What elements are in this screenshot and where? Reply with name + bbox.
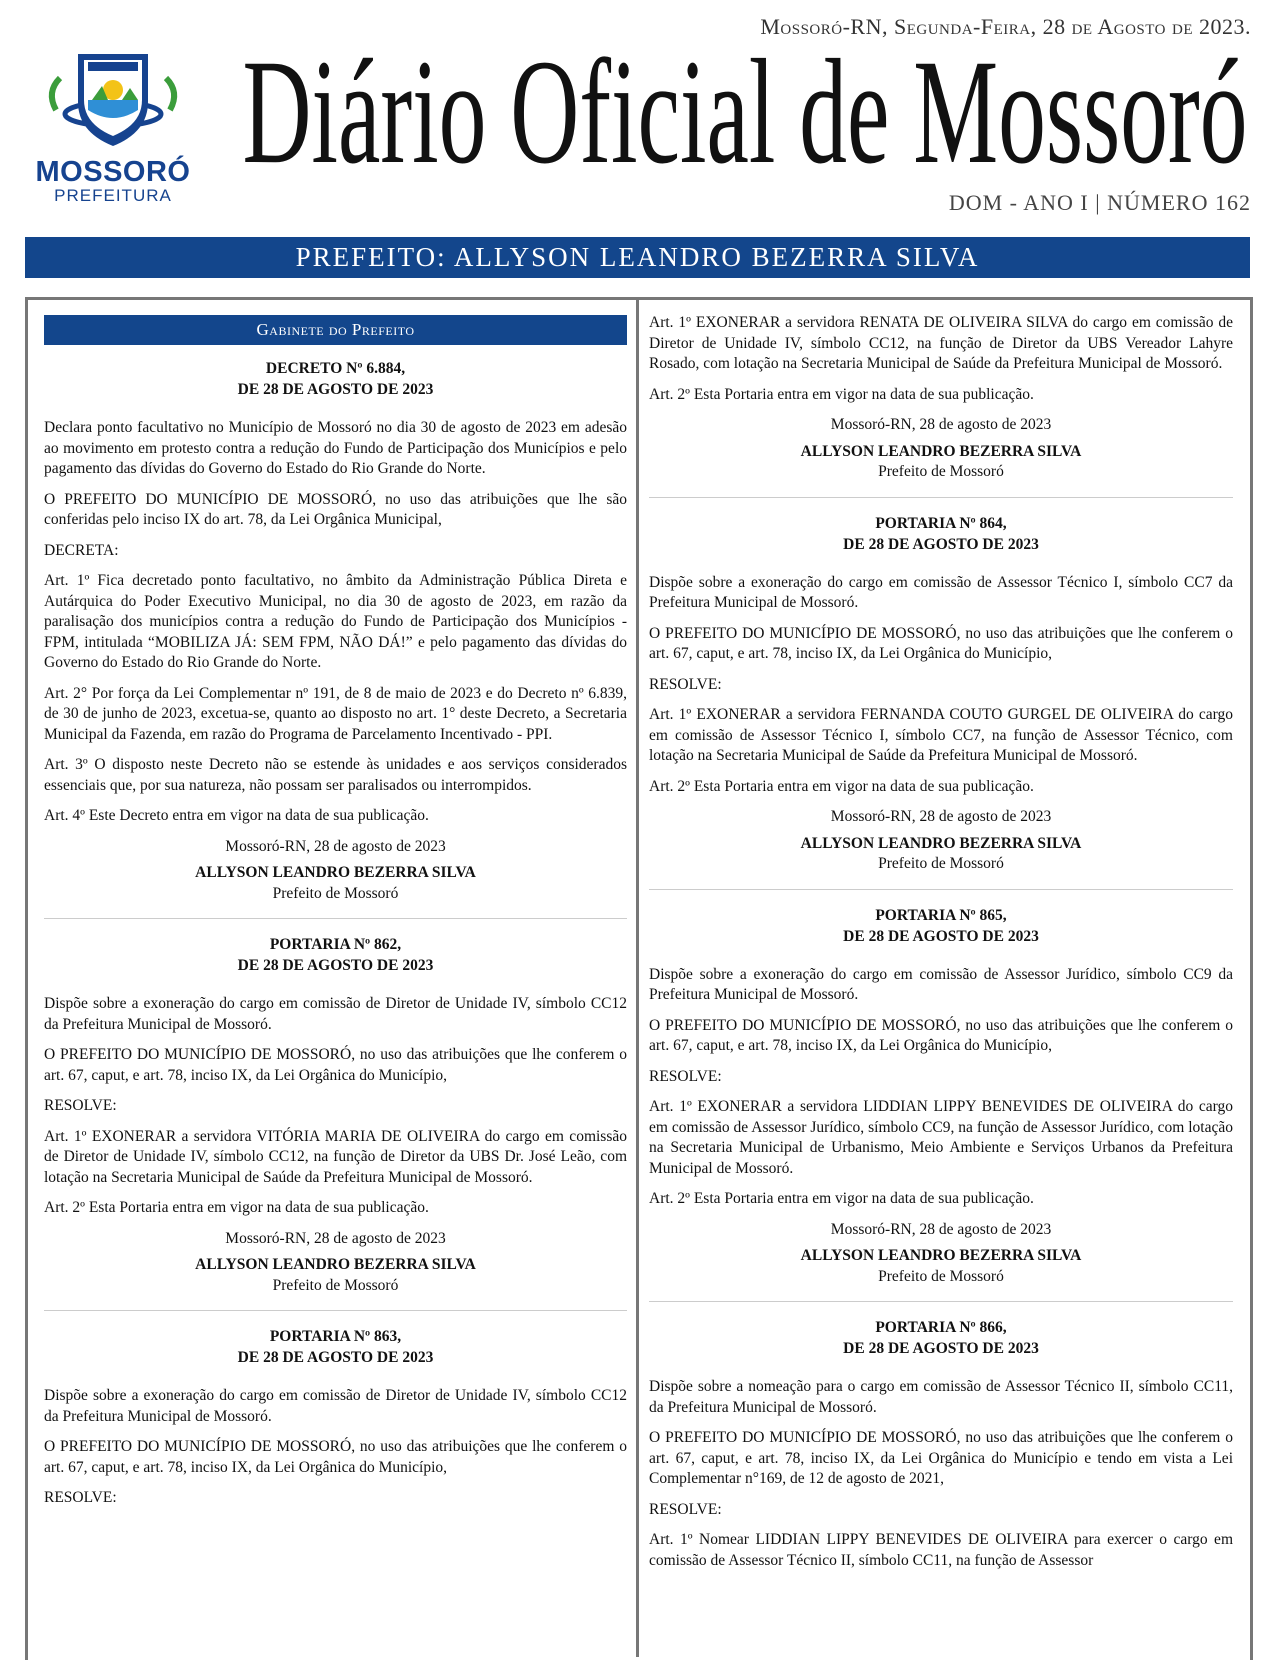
signature-date: Mossoró-RN, 28 de agosto de 2023 <box>830 808 1052 825</box>
mayor-banner: PREFEITO: ALLYSON LEANDRO BEZERRA SILVA <box>25 237 1250 278</box>
signature-role: Prefeito de Mossoró <box>272 884 399 902</box>
section-header: Gabinete do Prefeito <box>44 315 627 345</box>
signature-name: ALLYSON LEANDRO BEZERRA SILVA <box>800 834 1082 852</box>
signature-role: Prefeito de Mossoró <box>878 1267 1004 1285</box>
signature-date: Mossoró-RN, 28 de agosto de 2023 <box>225 1229 446 1247</box>
portaria-art2: Art. 2º Esta Portaria entra em vigor na data de sua publicação. <box>649 385 1034 403</box>
svg-text:Diário Oficial de Mossoró: Diário Oficial de Mossoró <box>242 34 1248 184</box>
decreto-preamble: O PREFEITO DO MUNICÍPIO DE MOSSORÓ, no uso das atribuições que lhe são conferidas pelo inciso IX do art. 78, da Lei Orgânica Municipal, <box>44 490 627 528</box>
left-column <box>44 315 627 1519</box>
portaria-862 <box>44 934 627 1296</box>
signature-role: Prefeito de Mossoró <box>878 463 1004 480</box>
masthead-title <box>238 34 1253 184</box>
portaria-ementa: Dispõe sobre a exoneração do cargo em comissão de Diretor de Unidade IV, símbolo CC12 da Prefeitura Municipal de Mossoró. <box>44 995 627 1033</box>
decreto-date: DE 28 DE AGOSTO DE 2023 <box>237 381 434 398</box>
decreto-decreta: DECRETA: <box>44 541 119 559</box>
portaria-art1: Art. 1º Nomear LIDDIAN LIPPY BENEVIDES DE OLIVEIRA para exercer o cargo em comissão de Assessor Técnico II, símbolo CC11, na função de Assessor <box>649 1531 1233 1569</box>
portaria-date: DE 28 DE AGOSTO DE 2023 <box>843 927 1039 945</box>
separator <box>44 918 627 919</box>
signature-date: Mossoró-RN, 28 de agosto de 2023 <box>225 837 446 855</box>
portaria-date: DE 28 DE AGOSTO DE 2023 <box>237 957 434 974</box>
decreto-ementa: Declara ponto facultativo no Município de Mossoró no dia 30 de agosto de 2023 em adesão ao movimento em protesto contra a redução do Fundo de Participação dos Municípios e pelo pagamento das dívidas do Governo do Estado do Rio Grande do Norte. <box>44 419 627 477</box>
prefeitura-logo <box>22 48 204 208</box>
signature-name: ALLYSON LEANDRO BEZERRA SILVA <box>195 864 476 881</box>
portaria-title <box>649 513 1233 555</box>
right-column <box>649 313 1233 1581</box>
portaria-ementa: Dispõe sobre a exoneração do cargo em comissão de Assessor Técnico I, símbolo CC7 da Prefeitura Municipal de Mossoró. <box>649 573 1233 611</box>
portaria-resolve: RESOLVE: <box>649 675 722 693</box>
portaria-title <box>649 905 1233 947</box>
dateline: Mossoró-RN, Segunda-Feira, 28 de Agosto de 2023. <box>760 14 1251 39</box>
separator <box>44 1310 627 1311</box>
portaria-title <box>44 1326 627 1368</box>
portaria-preamble: O PREFEITO DO MUNICÍPIO DE MOSSORÓ, no uso das atribuições que lhe conferem o art. 67, caput, e art. 78, inciso IX, da Lei Orgânica do Município, <box>649 1016 1233 1054</box>
portaria-date: DE 28 DE AGOSTO DE 2023 <box>237 1349 434 1366</box>
portaria-preamble: O PREFEITO DO MUNICÍPIO DE MOSSORÓ, no uso das atribuições que lhe conferem o art. 67, caput, e art. 78, inciso IX, da Lei Orgânica do Município e tendo em vista a Lei Complementar n°169, de 12 de agosto de 2021, <box>649 1429 1233 1487</box>
portaria-title <box>44 934 627 976</box>
portaria-date: DE 28 DE AGOSTO DE 2023 <box>843 1340 1039 1357</box>
logo-city-name: MOSSORÓ <box>35 156 191 188</box>
portaria-number: PORTARIA Nº 865, <box>875 906 1007 924</box>
portaria-art2: Art. 2º Esta Portaria entra em vigor na data de sua publicação. <box>649 1190 1034 1207</box>
portaria-resolve: RESOLVE: <box>44 1097 117 1114</box>
decreto-art2: Art. 2° Por força da Lei Complementar nº 191, de 8 de maio de 2023 e do Decreto nº 6.839, de 30 de junho de 2023, excetua-se, quanto ao disposto no art. 1° deste Decreto, a Secretaria Municipal da Fazenda, em razão do Programa de Parcelamento Incentivado - PPI. <box>44 684 627 743</box>
signature-date: Mossoró-RN, 28 de agosto de 2023 <box>830 416 1052 433</box>
portaria-863-continued <box>649 313 1233 483</box>
portaria-preamble: O PREFEITO DO MUNICÍPIO DE MOSSORÓ, no uso das atribuições que lhe conferem o art. 67, caput, e art. 78, inciso IX, da Lei Orgânica do Município, <box>44 1438 627 1476</box>
portaria-number: PORTARIA Nº 866, <box>875 1319 1007 1336</box>
coat-of-arms-icon <box>22 48 204 156</box>
signature-role: Prefeito de Mossoró <box>878 855 1004 872</box>
portaria-865 <box>649 905 1233 1288</box>
separator <box>649 889 1233 890</box>
decreto-art4: Art. 4º Este Decreto entra em vigor na data de sua publicação. <box>44 807 429 824</box>
signature-role: Prefeito de Mossoró <box>272 1276 399 1294</box>
portaria-ementa: Dispõe sobre a nomeação para o cargo em comissão de Assessor Técnico II, símbolo CC11, da Prefeitura Municipal de Mossoró. <box>649 1378 1233 1416</box>
portaria-art1: Art. 1º EXONERAR a servidora RENATA DE OLIVEIRA SILVA do cargo em comissão de Diretor de Unidade IV, símbolo CC12, na função de Diretor da UBS Vereador Lahyre Rosado, com lotação na Secretaria Municipal de Saúde da Prefeitura Municipal de Mossoró. <box>649 314 1233 372</box>
column-divider <box>636 297 639 1657</box>
portaria-title <box>649 1317 1233 1359</box>
portaria-ementa: Dispõe sobre a exoneração do cargo em comissão de Diretor de Unidade IV, símbolo CC12 da Prefeitura Municipal de Mossoró. <box>44 1387 627 1425</box>
portaria-art2: Art. 2º Esta Portaria entra em vigor na data de sua publicação. <box>649 777 1034 795</box>
portaria-resolve: RESOLVE: <box>44 1489 117 1506</box>
signature-name: ALLYSON LEANDRO BEZERRA SILVA <box>195 1256 476 1273</box>
portaria-863 <box>44 1326 627 1509</box>
portaria-date: DE 28 DE AGOSTO DE 2023 <box>843 535 1039 553</box>
portaria-resolve: RESOLVE: <box>649 1500 722 1518</box>
separator <box>649 497 1233 498</box>
portaria-art1: Art. 1º EXONERAR a servidora FERNANDA COUTO GURGEL DE OLIVEIRA do cargo em comissão de Assessor Técnico I, símbolo CC7, na função de Assessor Técnico, com lotação na Secretaria Municipal de Saúde da Prefeitura Municipal de Mossoró. <box>649 706 1233 764</box>
portaria-art1: Art. 1º EXONERAR a servidora VITÓRIA MARIA DE OLIVEIRA do cargo em comissão de Diretor de Unidade IV, símbolo CC12, na função de Diretor da UBS Dr. José Leão, com lotação na Secretaria Municipal de Saúde da Prefeitura Municipal de Mossoró. <box>44 1127 627 1186</box>
portaria-art1: Art. 1º EXONERAR a servidora LIDDIAN LIPPY BENEVIDES DE OLIVEIRA do cargo em comissão de Assessor Jurídico, símbolo CC9, na função de Assessor Jurídico, com lotação na Secretaria Municipal de Urbanismo, Meio Ambiente e Serviços Urbanos da Prefeitura Municipal de Mossoró. <box>649 1098 1233 1177</box>
portaria-number: PORTARIA Nº 863, <box>269 1328 402 1345</box>
portaria-preamble: O PREFEITO DO MUNICÍPIO DE MOSSORÓ, no uso das atribuições que lhe conferem o art. 67, caput, e art. 78, inciso IX, da Lei Orgânica do Município, <box>44 1046 627 1084</box>
portaria-resolve: RESOLVE: <box>649 1067 722 1085</box>
signature-date: Mossoró-RN, 28 de agosto de 2023 <box>830 1220 1052 1238</box>
portaria-preamble: O PREFEITO DO MUNICÍPIO DE MOSSORÓ, no uso das atribuições que lhe conferem o art. 67, caput, e art. 78, inciso IX, da Lei Orgânica do Município, <box>649 624 1233 662</box>
portaria-art2: Art. 2º Esta Portaria entra em vigor na data de sua publicação. <box>44 1199 429 1216</box>
edition-number: DOM - ANO I | NÚMERO 162 <box>948 190 1251 215</box>
decreto-art3: Art. 3º O disposto neste Decreto não se estende às unidades e aos serviços considerados essenciais que, por sua natureza, não possam ser paralisados ou interrompidos. <box>44 756 627 794</box>
decreto-art1: Art. 1º Fica decretado ponto facultativo, no âmbito da Administração Pública Direta e Autárquica do Poder Executivo Municipal, no dia 30 de agosto de 2023, em razão da paralisação dos municípios contra a redução do Fundo de Participação dos Municípios - FPM, intitulada “MOBILIZA JÁ: SEM FPM, NÃO DÁ!” e pelo pagamento das dívidas do Governo do Estado do Rio Grande do Norte. <box>44 572 627 671</box>
signature-name: ALLYSON LEANDRO BEZERRA SILVA <box>800 442 1082 460</box>
portaria-number: PORTARIA Nº 862, <box>269 936 402 953</box>
decreto-6884 <box>44 358 627 904</box>
signature-name: ALLYSON LEANDRO BEZERRA SILVA <box>800 1247 1082 1264</box>
portaria-number: PORTARIA Nº 864, <box>875 514 1007 532</box>
portaria-864 <box>649 513 1233 875</box>
logo-subtitle: PREFEITURA <box>54 186 172 205</box>
decreto-number: DECRETO Nº 6.884, <box>265 360 406 377</box>
decreto-title <box>44 358 627 400</box>
separator <box>649 1301 1233 1302</box>
portaria-ementa: Dispõe sobre a exoneração do cargo em comissão de Assessor Jurídico, símbolo CC9 da Prefeitura Municipal de Mossoró. <box>649 965 1233 1003</box>
portaria-866 <box>649 1317 1233 1571</box>
